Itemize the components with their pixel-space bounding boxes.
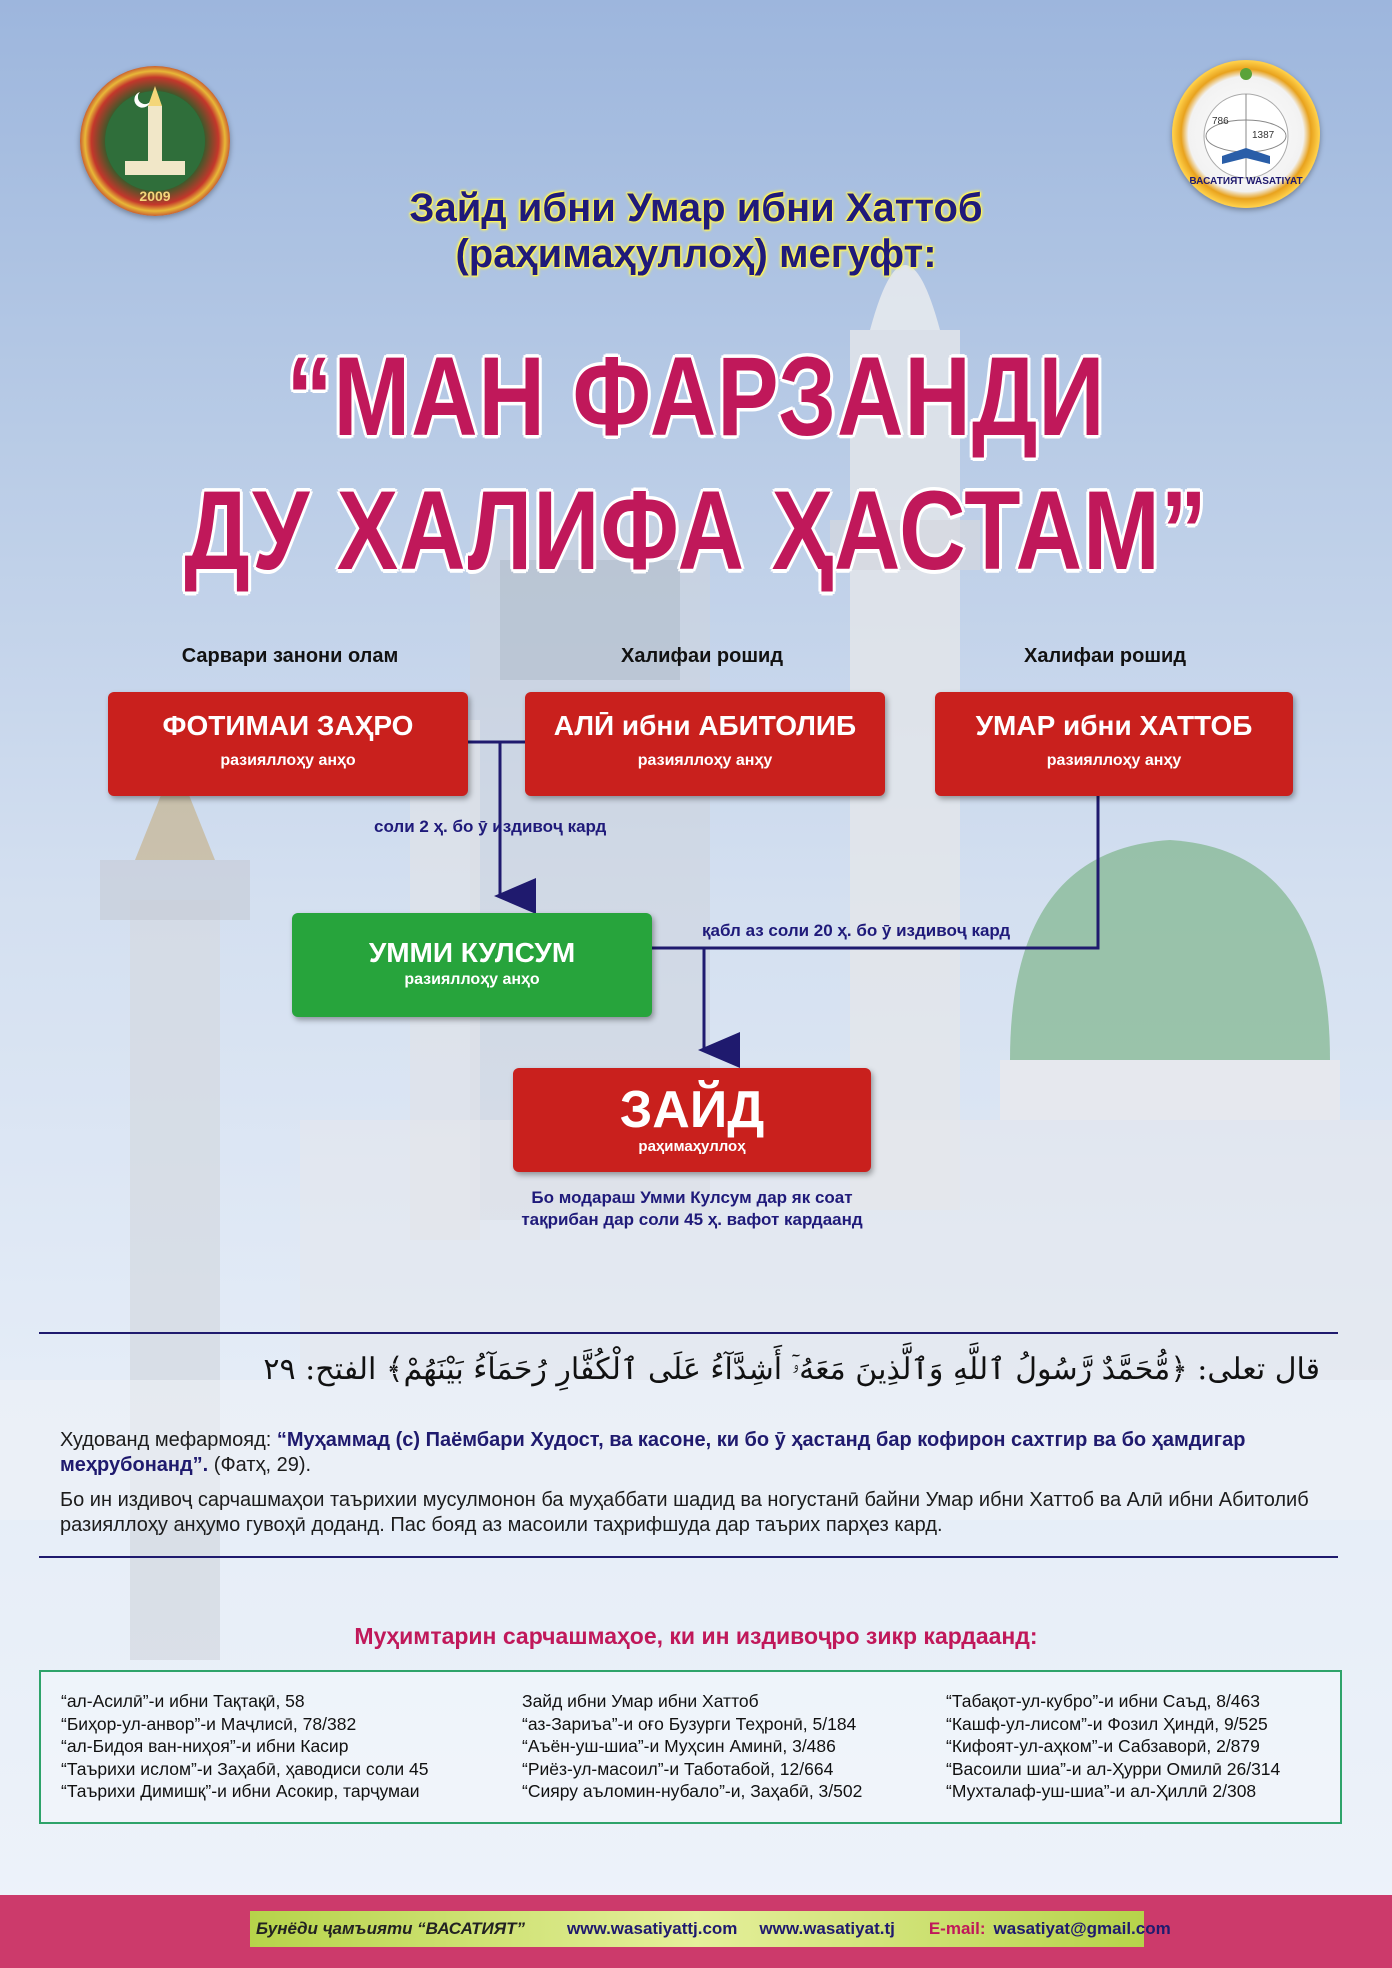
zaid-honorific: раҳимаҳуллоҳ [638,1138,746,1155]
source-item: “Таърихи ислом”-и Заҳабӣ, ҳаводиси соли 45 [61,1758,429,1779]
source-item: “Аъён-уш-шиа”-и Муҳсин Аминӣ, 3/486 [522,1736,836,1756]
source-item: Зайд ибни Умар ибни Хаттоб [522,1691,759,1711]
logo-right-number-2: 1387 [1252,130,1275,141]
fatima-honorific: разияллоҳу анҳо [220,752,356,769]
box-fatima [108,692,468,796]
footer-org: Бунёди ҷамъияти “ВАСАТИЯТ” [256,1919,526,1938]
footer-site-1[interactable]: www.wasatiyattj.com [567,1919,738,1938]
umar-name: УМАР ибни ХАТТОБ [975,710,1253,741]
box-zaid [513,1068,871,1172]
umm-kulsum-name: УММИ КУЛСУМ [368,937,576,968]
box-ali [525,692,885,796]
umm-kulsum-honorific: разияллоҳу анҳо [404,971,540,988]
footer-email-label: E-mail: [928,1919,986,1938]
source-item: “Кифоят-ул-аҳком”-и Сабзаворӣ, 2/879 [946,1736,1260,1756]
footer [0,1895,1392,1968]
role-label-umar: Халифаи рошид [1023,645,1187,667]
zaid-name: ЗАЙД [619,1081,765,1139]
summary-paragraph: Бо ин издивоҷ сарчашмаҳои таърихии мусулмонон ба муҳаббати шадид ва ногустанӣ байни Умар ибни Хаттоб ва Алӣ ибни Абитолиб разияллоҳу анҳумо гувоҳӣ доданд. Пас бояд аз масоили таҳрифшуда дар таърих парҳез кард. [60,1489,1309,1536]
source-item: “ал-Бидоя ван-ниҳоя”-и ибни Касир [61,1736,349,1756]
logo-right-number-1: 786 [1212,116,1229,127]
divider-bottom [39,1556,1338,1558]
headline-line-1: “МАН ФАРЗАНДИ [286,334,1106,460]
footer-site-2[interactable]: www.wasatiyat.tj [759,1919,895,1938]
verse-translation [60,1428,1332,1478]
death-note-line-1: Бо модараш Умми Кулсум дар як соат [531,1188,853,1207]
headline-line-2: ДУ ХАЛИФА ҲАСТАМ” [184,469,1208,594]
box-umar [935,692,1293,796]
ali-name: АЛӢ ибни АБИТОЛИБ [553,710,857,741]
sources-title: Муҳимтарин сарчашмаҳое, ки ин издивоҷро зикр кардаанд: [354,1623,1038,1649]
sources-column-2 [522,1690,862,1803]
role-label-ali: Халифаи рошид [620,645,784,667]
arabic-verse: قال تعلى: ﴿مُّحَمَّدٌ رَّسُولُ ٱللَّهِ وَٱلَّذِينَ مَعَهُۥٓ أَشِدَّآءُ عَلَى ٱلْكُفَّارِ رُحَمَآءُ بَيْنَهُمْ﴾ الفتح: ٢٩ [263,1352,1320,1387]
marriage-note-1: соли 2 ҳ. бо ӯ издивоҷ кард [374,817,607,836]
footer-email[interactable]: wasatiyat@gmail.com [993,1919,1171,1938]
translation-bold: “Муҳаммад (с) Паёмбари Худост, ва касоне, ки бо ӯ ҳастанд бар кофирон сахтгир ва бо ҳамдигар меҳрубонанд”. [60,1429,1246,1476]
subtitle-line-2: (раҳимаҳуллоҳ) мегуфт: [455,232,937,276]
source-item: “Риёз-ул-масоил”-и Таботабой, 12/664 [522,1758,834,1779]
death-note-line-2: тақрибан дар соли 45 ҳ. вафот кардаанд [521,1210,863,1229]
source-item: “Сияру аъломин-нубало”-и, Заҳабӣ, 3/502 [522,1781,863,1801]
death-note [452,1187,932,1231]
box-umm-kulsum [292,913,652,1017]
umar-honorific: разияллоҳу анҳу [1046,752,1182,769]
source-item: “Табақот-ул-кубро”-и ибни Саъд, 8/463 [946,1691,1260,1711]
source-item: “Биҳор-ул-анвор”-и Маҷлисӣ, 78/382 [61,1713,357,1734]
role-label-fatima: Сарвари занони олам [181,645,399,667]
sources-box [39,1670,1342,1824]
footer-band [250,1911,1171,1947]
marriage-note-2: қабл аз соли 20 ҳ. бо ӯ издивоҷ кард [702,921,1011,940]
fatima-name: ФОТИМАИ ЗАҲРО [162,710,414,741]
source-item: “аз-Зариъа”-и оғо Бузурги Теҳронӣ, 5/184 [522,1713,857,1734]
logo-right-text: ВАСАТИЯТ WASATIYAT [1189,176,1303,187]
source-item: “Таърихи Димишқ”-и ибни Асокир, тарҷумаи [61,1781,420,1801]
source-item: “Васоили шиа”-и ал-Ҳурри Омилӣ 26/314 [946,1758,1281,1779]
translation-ref: (Фатҳ, 29). [208,1454,312,1476]
subtitle-line-1: Зайд ибни Умар ибни Хаттоб [409,186,983,230]
source-item: “Мухталаф-уш-шиа”-и ал-Ҳиллӣ 2/308 [946,1781,1257,1801]
sources-column-1 [61,1690,429,1803]
source-item: “ал-Асилӣ”-и ибни Тақтақӣ, 58 [61,1691,305,1711]
source-item: “Кашф-ул-лисом”-и Фозил Ҳиндӣ, 9/525 [946,1713,1268,1734]
logo-left-year: 2009 [139,188,171,204]
ali-honorific: разияллоҳу анҳу [637,752,773,769]
translation-intro: Худованд мефармояд: [60,1429,277,1451]
divider-top [39,1332,1338,1334]
sources-column-3 [946,1690,1280,1803]
